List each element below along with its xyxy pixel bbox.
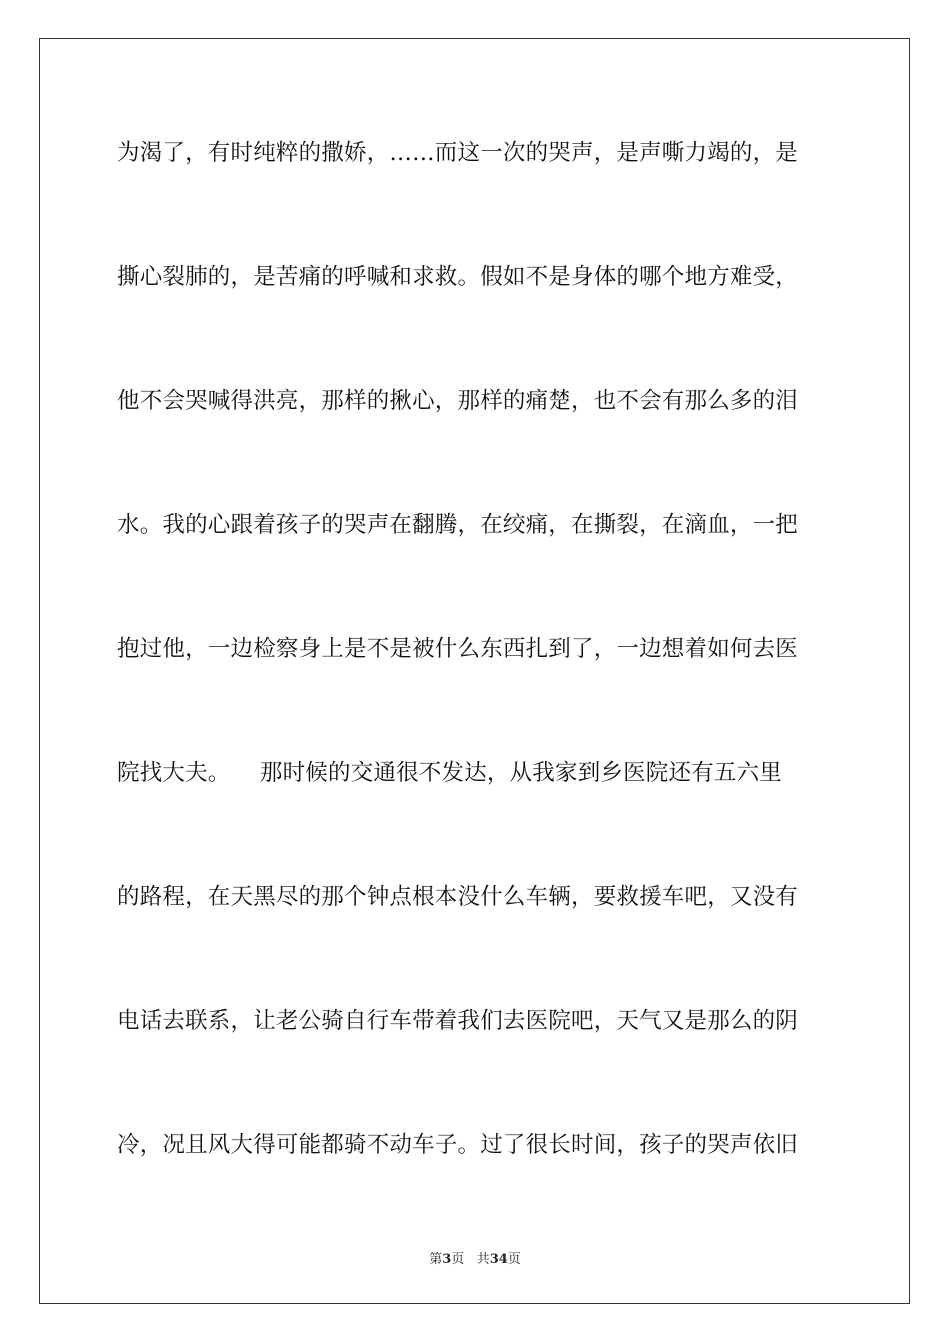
document-body [117, 127, 837, 1243]
text-line: 电话去联系，让老公骑自行车带着我们去医院吧，天气又是那么的阴 [117, 1008, 799, 1034]
text-line: 的路程，在天黑尽的那个钟点根本没什么车辆，要救援车吧，又没有 [117, 884, 799, 910]
page-footer [0, 1248, 950, 1267]
total-page-count: 34 [489, 1252, 508, 1267]
text-line: 为渴了，有时纯粹的撒娇，……而这一次的哭声，是声嘶力竭的，是 [117, 140, 799, 166]
text-line: 抱过他，一边检察身上是不是被什么东西扎到了，一边想着如何去医 [117, 636, 799, 662]
footer-total-suffix: 页 [507, 1252, 521, 1267]
text-line: 冷，况且风大得可能都骑不动车子。过了很长时间，孩子的哭声依旧 [117, 1132, 799, 1158]
footer-page-suffix: 页 [451, 1252, 465, 1267]
text-line: 撕心裂肺的，是苦痛的呼喊和求救。假如不是身体的哪个地方难受， [117, 264, 799, 290]
footer-prefix: 第 [429, 1252, 443, 1267]
text-line: 水。我的心跟着孩子的哭声在翻腾，在绞痛，在撕裂，在滴血，一把 [117, 512, 799, 538]
text-line: 院找大夫。 那时候的交通很不发达，从我家到乡医院还有五六里 [117, 760, 783, 786]
footer-total-prefix: 共 [476, 1252, 490, 1267]
current-page-number: 3 [442, 1252, 452, 1267]
text-line: 他不会哭喊得洪亮，那样的揪心，那样的痛楚，也不会有那么多的泪 [117, 388, 799, 414]
